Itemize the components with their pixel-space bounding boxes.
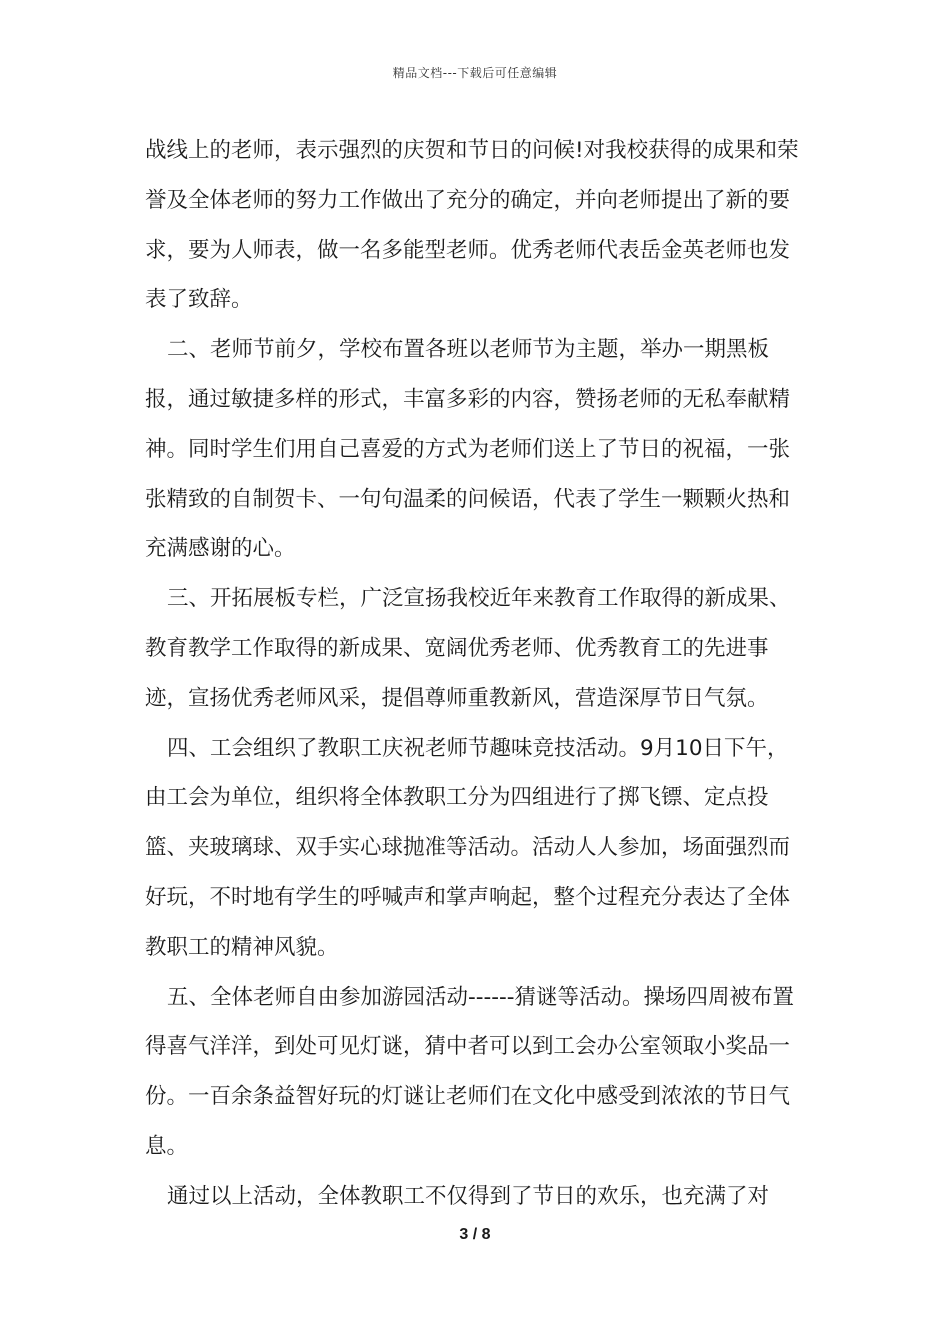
paragraph-continuation: 战线上的老师，表示强烈的庆贺和节日的问候!对我校获得的成果和荣誉及全体老师的努力工作做出了充分的确定，并向老师提出了新的要求，要为人师表，做一名多能型老师。优秀老师代表岳金英老师也发表了致辞。 xyxy=(145,138,799,313)
paragraph-item-4: 四、工会组织了教职工庆祝老师节趣味竞技活动。9月10日下午，由工会为单位，组织将全体教职工分为四组进行了掷飞镖、定点投篮、夹玻璃球、双手实心球抛准等活动。活动人人参加，场面强烈而好玩，不时地有学生的呼喊声和掌声响起，整个过程充分表达了全体教职工的精神风貌。 xyxy=(145,735,791,960)
paragraph-item-2: 二、老师节前夕，学校布置各班以老师节为主题，举办一期黑板报，通过敏捷多样的形式，丰富多彩的内容，赞扬老师的无私奉献精神。同时学生们用自己喜爱的方式为老师们送上了节日的祝福，一张张精致的自制贺卡、一句句温柔的问候语，代表了学生一颗颗火热和充满感谢的心。 xyxy=(145,337,791,562)
document-body xyxy=(145,126,810,1222)
paragraph-summary: 通过以上活动，全体教职工不仅得到了节日的欢乐，也充满了对 xyxy=(167,1183,770,1209)
paragraph-item-3: 三、开拓展板专栏，广泛宣扬我校近年来教育工作取得的新成果、教育教学工作取得的新成果、宽阔优秀老师、优秀教育工的先进事迹，宣扬优秀老师风采，提倡尊师重教新风，营造深厚节日气氛。 xyxy=(145,586,791,711)
page-header: 精品文档---下载后可任意编辑 xyxy=(392,66,558,80)
page-number: 3 / 8 xyxy=(459,1226,491,1243)
paragraph-item-5: 五、全体老师自由参加游园活动------猜谜等活动。操场四周被布置得喜气洋洋，到处可见灯谜，猜中者可以到工会办公室领取小奖品一份。一百余条益智好玩的灯谜让老师们在文化中感受到浓浓的节日气息。 xyxy=(145,984,795,1159)
